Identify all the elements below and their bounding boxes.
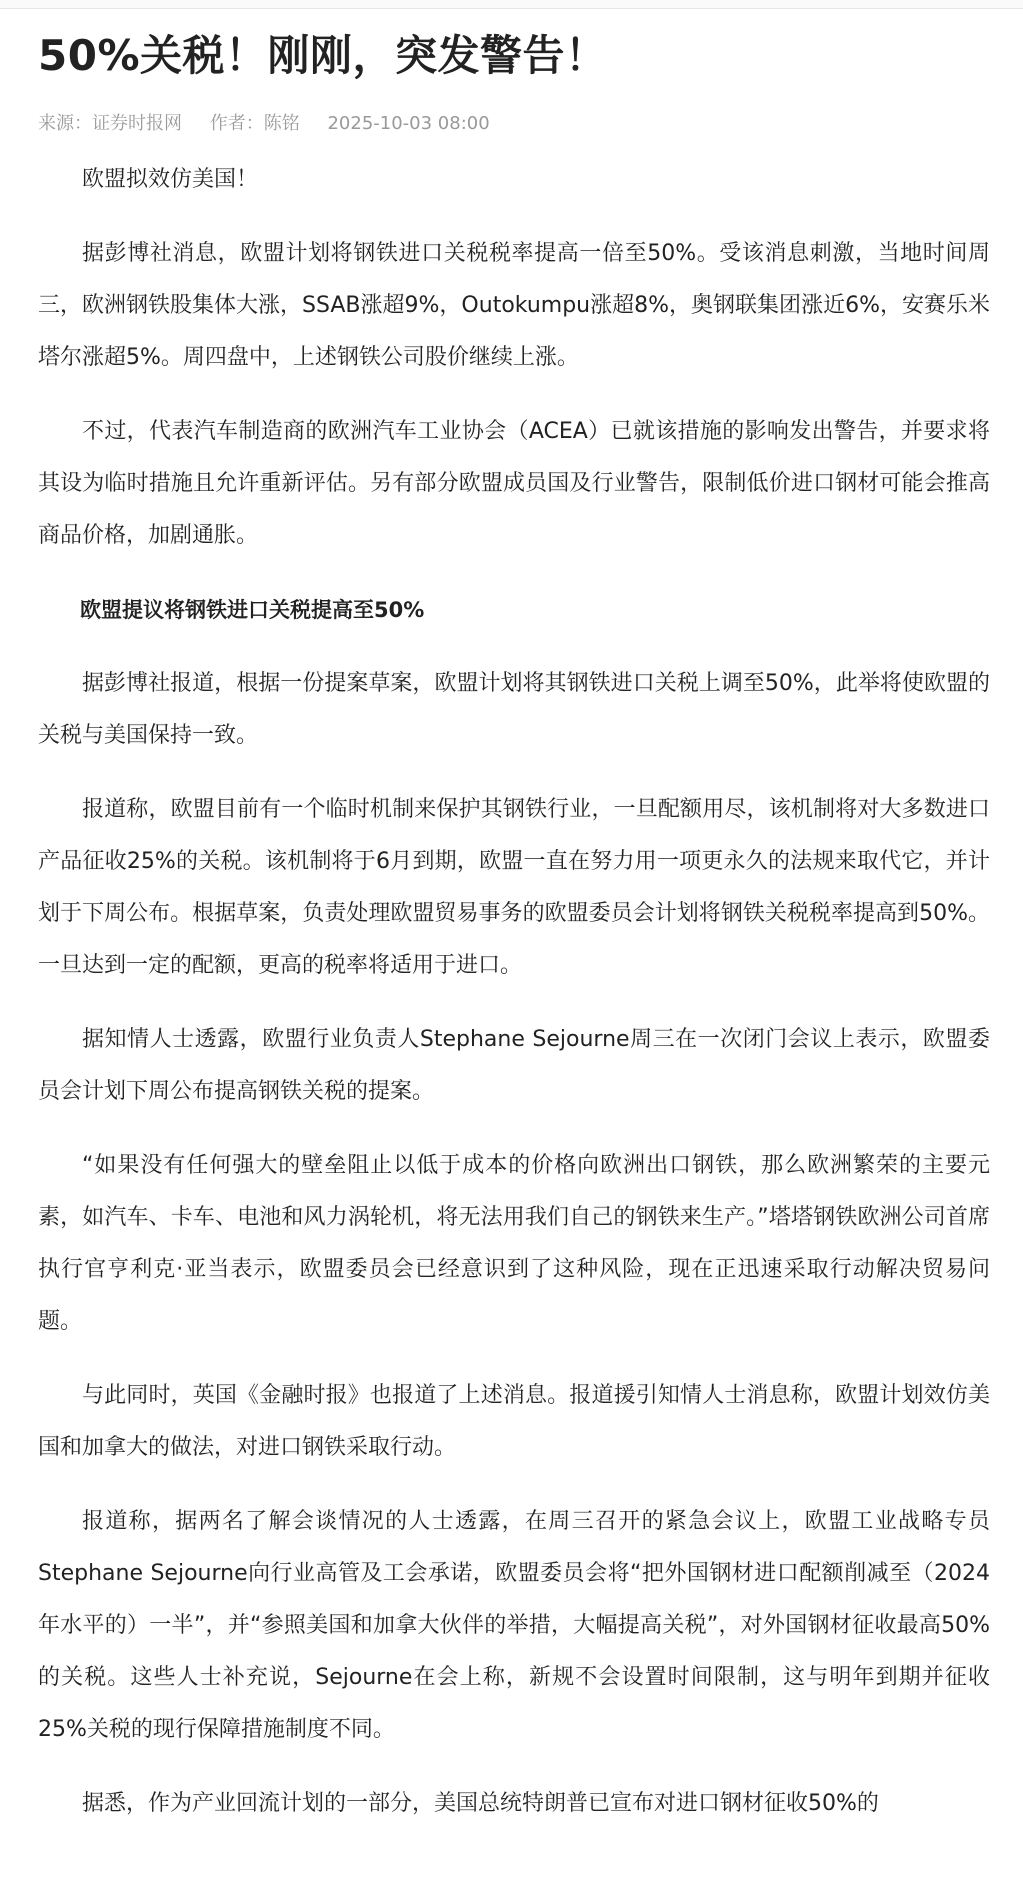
paragraph: 报道称，欧盟目前有一个临时机制来保护其钢铁行业，一旦配额用尽，该机制将对大多数进口产品征收25%的关税。该机制将于6月到期，欧盟一直在努力用一项更永久的法规来取代它，并计划于下周公布。根据草案，负责处理欧盟贸易事务的欧盟委员会计划将钢铁关税税率提高到50%。一旦达到一定的配额，更高的税率将适用于进口。 xyxy=(38,797,990,978)
paragraph: 据彭博社消息，欧盟计划将钢铁进口关税税率提高一倍至50%。受该消息刺激，当地时间周三，欧洲钢铁股集体大涨，SSAB涨超9%，Outokumpu涨超8%，奥钢联集团涨近6%，安赛乐米塔尔涨超5%。周四盘中，上述钢铁公司股价继续上涨。 xyxy=(38,241,990,370)
paragraph: 据彭博社报道，根据一份提案草案，欧盟计划将其钢铁进口关税上调至50%，此举将使欧盟的关税与美国保持一致。 xyxy=(38,671,990,748)
paragraph: 不过，代表汽车制造商的欧洲汽车工业协会（ACEA）已就该措施的影响发出警告，并要求将其设为临时措施且允许重新评估。另有部分欧盟成员国及行业警告，限制低价进口钢材可能会推高商品价格，加剧通胀。 xyxy=(38,419,990,548)
source-label: 来源： xyxy=(38,113,92,134)
author-name: 陈铭 xyxy=(263,113,300,134)
article xyxy=(38,28,990,1852)
article-body xyxy=(38,154,990,1830)
article-title: 50%关税！刚刚，突发警告！ xyxy=(38,31,608,80)
top-divider xyxy=(0,0,1023,9)
section-heading: 欧盟提议将钢铁进口关税提高至50% xyxy=(80,598,425,622)
publish-datetime: 2025-10-03 08:00 xyxy=(327,113,490,134)
paragraph: “如果没有任何强大的壁垒阻止以低于成本的价格向欧洲出口钢铁，那么欧洲繁荣的主要元素，如汽车、卡车、电池和风力涡轮机，将无法用我们自己的钢铁来生产。”塔塔钢铁欧洲公司首席执行官亨利克·亚当表示，欧盟委员会已经意识到了这种风险，现在正迅速采取行动解决贸易问题。 xyxy=(38,1153,990,1334)
paragraph: 据悉，作为产业回流计划的一部分，美国总统特朗普已宣布对进口钢材征收50%的 xyxy=(82,1791,879,1816)
paragraph: 欧盟拟效仿美国！ xyxy=(82,167,259,192)
article-meta xyxy=(38,112,990,136)
author-label: 作者： xyxy=(209,113,264,134)
paragraph: 据知情人士透露，欧盟行业负责人Stephane Sejourne周三在一次闭门会议上表示，欧盟委员会计划下周公布提高钢铁关税的提案。 xyxy=(38,1027,990,1104)
paragraph: 报道称，据两名了解会谈情况的人士透露，在周三召开的紧急会议上，欧盟工业战略专员Stephane Sejourne向行业高管及工会承诺，欧盟委员会将“把外国钢材进口配额削减至（2024年水平的）一半”，并“参照美国和加拿大伙伴的举措，大幅提高关税”，对外国钢材征收最高50%的关税。这些人士补充说，Sejourne在会上称，新规不会设置时间限制，这与明年到期并征收25%关税的现行保障措施制度不同。 xyxy=(38,1509,991,1742)
source-link[interactable]: 证券时报网 xyxy=(92,113,182,134)
paragraph: 与此同时，英国《金融时报》也报道了上述消息。报道援引知情人士消息称，欧盟计划效仿美国和加拿大的做法，对进口钢铁采取行动。 xyxy=(38,1383,990,1460)
